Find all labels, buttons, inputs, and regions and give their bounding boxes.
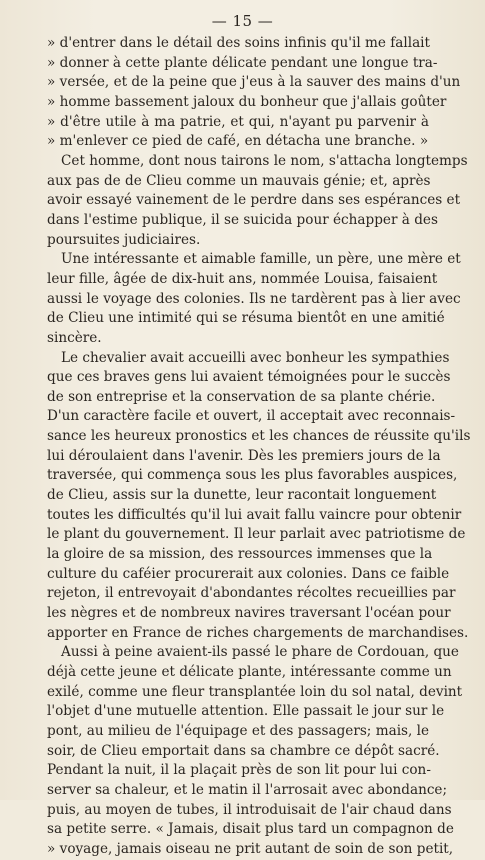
text-line: aussi le voyage des colonies. Ils ne tardèrent pas à lier avec xyxy=(47,290,461,307)
text-line: soir, de Clieu emportait dans sa chambre ce dépôt sacré. xyxy=(47,742,440,759)
text-line: déjà cette jeune et délicate plante, intéressante comme un xyxy=(47,664,452,680)
text-line: le plant du gouvernement. Il leur parlait avec patriotisme de xyxy=(47,526,466,543)
text-line: de Clieu, assis sur la dunette, leur racontait longuement xyxy=(47,487,437,504)
page-number: — 15 — xyxy=(211,12,274,30)
text-line: server sa chaleur, et le matin il l'arrosait avec abondance; xyxy=(47,781,448,798)
text-line: culture du caféier procurerait aux colonies. Dans ce faible xyxy=(47,565,450,582)
text-line: D'un caractère facile et ouvert, il acceptait avec reconnais- xyxy=(47,408,456,425)
text-line: pont, au milieu de l'équipage et des passagers; mais, le xyxy=(47,722,430,739)
paragraph xyxy=(47,643,463,859)
text-line: les nègres et de nombreux navires traversant l'océan pour xyxy=(47,605,451,622)
text-line: de Clieu une intimité qui se résuma bientôt en une amitié xyxy=(47,310,445,327)
text-line: lui déroulaient dans l'avenir. Dès les premiers jours de la xyxy=(47,447,441,464)
text-line: rejeton, il entrevoyait d'abondantes récoltes recueillies par xyxy=(47,585,456,602)
text-line: Cet homme, dont nous tairons le nom, s'attacha longtemps xyxy=(61,152,468,169)
text-line: » versée, et de la peine que j'eus à la sauver des mains d'un xyxy=(47,74,461,91)
text-line: traversée, qui commença sous les plus favorables auspices, xyxy=(47,467,458,484)
text-line: sa petite serre. « Jamais, disait plus tard un compagnon de xyxy=(47,821,454,838)
text-line: toutes les difficultés qu'il lui avait fallu vaincre pour obtenir xyxy=(47,506,462,523)
paragraph xyxy=(47,152,468,250)
text-line: exilé, comme une fleur transplantée loin du sol natal, devint xyxy=(47,683,463,700)
text-line: dans l'estime publique, il se suicida pour échapper à des xyxy=(47,211,438,228)
text-line: l'objet d'une mutuelle attention. Elle passait le jour sur le xyxy=(47,703,445,720)
text-line: » d'être utile à ma patrie, et qui, n'ayant pu parvenir à xyxy=(47,113,429,130)
paragraph xyxy=(47,349,471,644)
text-line: avoir essayé vainement de le perdre dans ses espérances et xyxy=(47,192,461,209)
text-line: poursuites judiciaires. xyxy=(47,231,201,248)
text-line: Aussi à peine avaient-ils passé le phare de Cordouan, que xyxy=(61,644,459,661)
text-line: de son entreprise et la conservation de sa plante chérie. xyxy=(47,388,436,405)
text-line: » m'enlever ce pied de café, en détacha une branche. » xyxy=(47,133,429,150)
text-line: leur fille, âgée de dix-huit ans, nommée Louisa, faisaient xyxy=(47,270,438,287)
text-line: sance les heureux pronostics et les chances de réussite qu'ils xyxy=(47,428,471,445)
text-line: Le chevalier avait accueilli avec bonheur les sympathies xyxy=(61,349,450,366)
text-line: » voyage, jamais oiseau ne prit autant de soin de son petit, xyxy=(47,840,454,857)
text-line: » donner à cette plante délicate pendant une longue tra- xyxy=(47,54,438,71)
paragraph xyxy=(47,250,461,348)
text-line: Pendant la nuit, il la plaçait près de son lit pour lui con- xyxy=(47,762,431,779)
text-line: puis, au moyen de tubes, il introduisait de l'air chaud dans xyxy=(47,801,452,818)
body-text xyxy=(47,34,471,860)
text-line: la gloire de sa mission, des ressources immenses que la xyxy=(47,546,433,563)
text-line: sincère. xyxy=(47,329,102,346)
text-line: Une intéressante et aimable famille, un père, une mère et xyxy=(61,251,461,268)
paragraph xyxy=(47,34,461,152)
text-line: apporter en France de riches chargements de marchandises. xyxy=(47,624,469,641)
text-line: que ces braves gens lui avaient témoignées pour le succès xyxy=(47,369,451,386)
text-line: » d'entrer dans le détail des soins infinis qu'il me fallait xyxy=(47,35,430,51)
text-line: aux pas de de Clieu comme un mauvais génie; et, après xyxy=(47,172,431,189)
text-line: » homme bassement jaloux du bonheur que j'allais goûter xyxy=(47,93,447,110)
